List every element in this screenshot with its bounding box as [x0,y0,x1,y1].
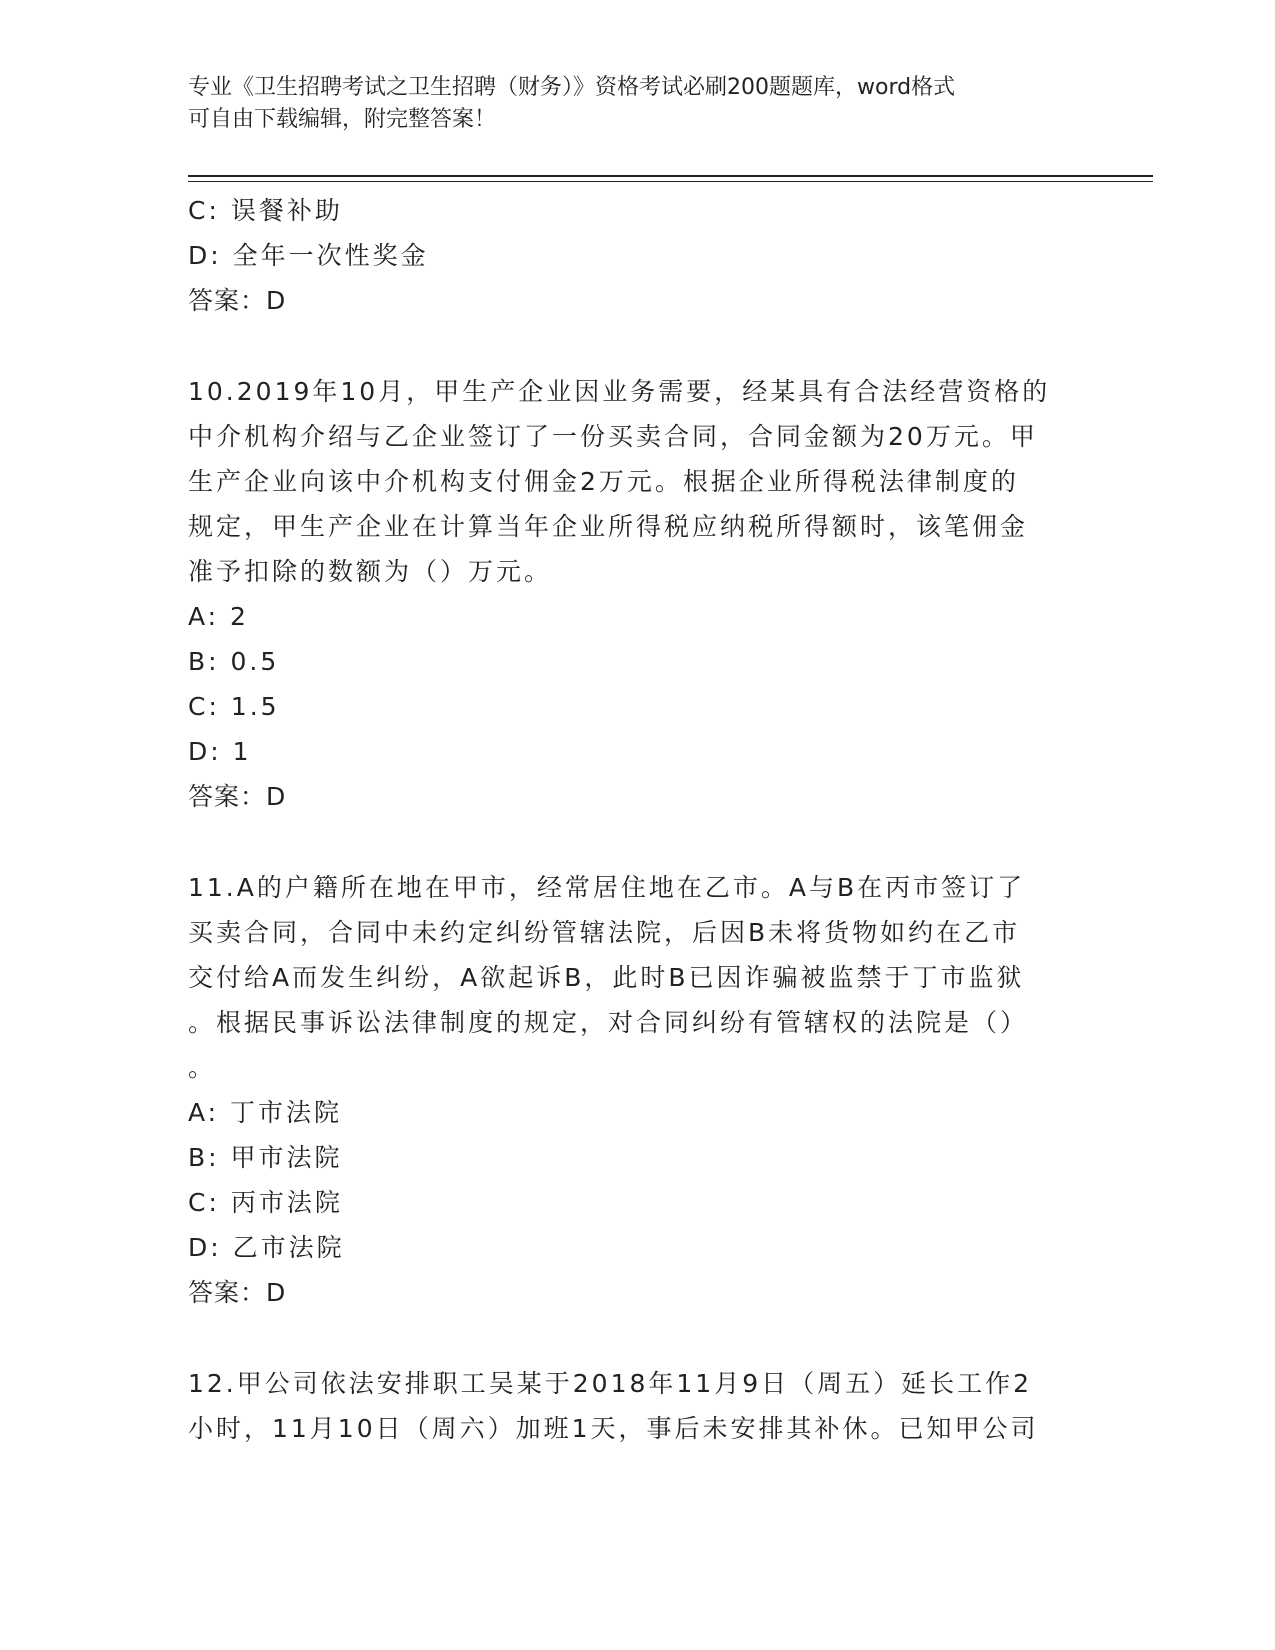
option-c: C: 误餐补助 [188,196,343,225]
option-d: D: 全年一次性奖金 [188,241,429,270]
answer: 答案：D [188,782,287,811]
header-line-2: 可自由下载编辑，附完整答案！ [188,107,497,132]
question-11 [188,865,1088,1315]
header-rule-thin [188,181,1153,182]
option-c: C: 丙市法院 [188,1188,343,1217]
option-c: C: 1.5 [188,692,280,721]
header-rule-thick [188,175,1153,177]
question-line: 。根据民事诉讼法律制度的规定，对合同纠纷有管辖权的法院是（） [188,1008,1029,1037]
option-b: B: 0.5 [188,647,280,676]
question-line: 10.2019年10月，甲生产企业因业务需要，经某具有合法经营资格的 [188,377,1051,406]
option-d: D: 1 [188,737,252,766]
question-12 [188,1361,1088,1451]
question-line: 12.甲公司依法安排职工吴某于2018年11月9日（周五）延长工作2 [188,1369,1033,1398]
document-body [188,188,1088,1451]
question-text [188,369,1088,594]
option-d: D: 乙市法院 [188,1233,345,1262]
option-a: A: 丁市法院 [188,1098,343,1127]
question-line: 11.A的户籍所在地在甲市，经常居住地在乙市。A与B在丙市签订了 [188,873,1026,902]
question-line: 中介机构介绍与乙企业签订了一份买卖合同，合同金额为20万元。甲 [188,422,1038,451]
question-line: 。 [188,1053,217,1082]
question-text [188,1361,1088,1451]
question-line: 交付给A而发生纠纷，A欲起诉B，此时B已因诈骗被监禁于丁市监狱 [188,963,1025,992]
header-line-1: 专业《卫生招聘考试之卫生招聘（财务）》资格考试必刷200题题库，word格式 [188,75,956,100]
document-header [188,72,1088,136]
question-9-tail [188,188,1088,323]
question-line: 小时，11月10日（周六）加班1天，事后未安排其补休。已知甲公司 [188,1414,1039,1443]
answer: 答案：D [188,1278,287,1307]
question-line: 准予扣除的数额为（）万元。 [188,557,553,586]
question-line: 规定，甲生产企业在计算当年企业所得税应纳税所得额时，该笔佣金 [188,512,1029,541]
answer: 答案：D [188,286,287,315]
question-line: 买卖合同，合同中未约定纠纷管辖法院，后因B未将货物如约在乙市 [188,918,1021,947]
question-line: 生产企业向该中介机构支付佣金2万元。根据企业所得税法律制度的 [188,467,1019,496]
question-10 [188,369,1088,819]
option-a: A: 2 [188,602,249,631]
option-b: B: 甲市法院 [188,1143,343,1172]
question-text [188,865,1088,1090]
